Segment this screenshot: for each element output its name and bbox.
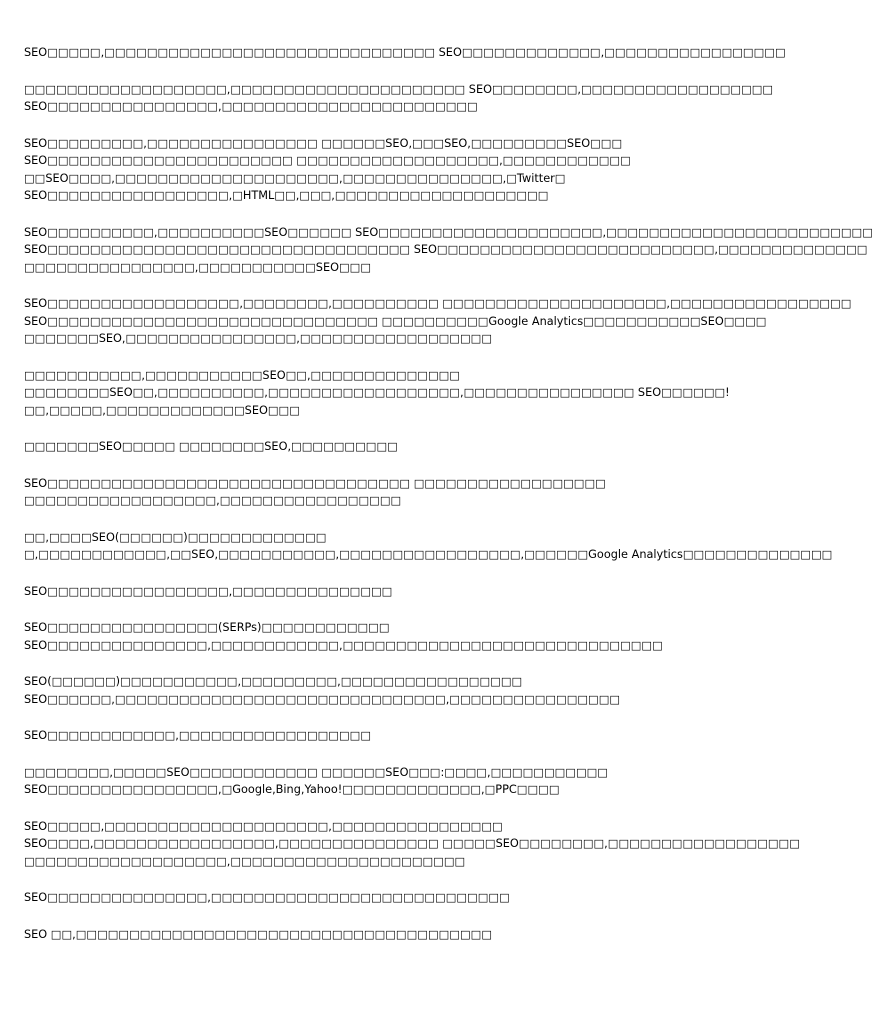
paragraph [24,673,704,708]
text-line: SEO□□□□□□□□□□□□□□□□□□,□□□□□□□□,□□□□□□□□□□ □□□□□□□□□□□□□□□□□□□□□,□□□□□□□□□□□□□□□□□ [24,297,852,310]
text-line: SEO□□□□□□□□□□□□□□□,□□□□□□□□□□□□,□□□□□□□□□□□□□□□□□□□□□□□□□□□□□□ [24,638,663,652]
text-line: □□□□□□□SEO,□□□□□□□□□□□□□□□□,□□□□□□□□□□□□□□□□□□ [24,332,492,345]
text-line: □□□□□□□□SEO□□,□□□□□□□□□□,□□□□□□□□□□□□□□□□□□,□□□□□□□□□□□□□□□□ SEO□□□□□□! [24,386,730,399]
document-body [24,44,873,962]
paragraph [24,926,704,944]
text-line: SEO□□□□□□□□□□,□□□□□□□□□□SEO□□□□□□ SEO□□□□□□□□□□□□□□□□□□□□□,□□□□□□□□□□□□□□□□□□□□□□□□□ [24,225,873,239]
paragraph [24,889,704,907]
text-line: SEO□□□□□,□□□□□□□□□□□□□□□□□□□□□□□□□□□□□□□ SEO□□□□□□□□□□□□□,□□□□□□□□□□□□□□□□□ [24,46,786,59]
text-line: SEO□□□□□□□□□□□□□□□□□□□□□□□□□□□□□□□□□□ SEO□□□□□□□□□□□□□□□□□□□□□□□□□□,□□□□□□□□□□□□□□ [24,243,868,256]
paragraph [24,44,786,62]
text-line: SEO□□□□,□□□□□□□□□□□□□□□□□,□□□□□□□□□□□□□□□ □□□□□SEO□□□□□□□□,□□□□□□□□□□□□□□□□□□ [24,837,800,850]
text-line: SEO□□□□□□□□□□□□□□□□,□Google,Bing,Yahoo!□□□□□□□□□□□□□,□PPC□□□□ [24,783,560,796]
text-line: □□□□□□□SEO□□□□□ □□□□□□□□SEO,□□□□□□□□□□ [24,440,398,453]
text-line: □,□□□□□□□□□□□□,□□SEO,□□□□□□□□□□□,□□□□□□□□□□□□□□□□□,□□□□□□Google Analytics□□□□□□□□□□□□□□ [24,548,833,561]
text-line: □□□□□□□□□□□□□□□□□□,□□□□□□□□□□□□□□□□□ [24,494,402,507]
text-line: SEO□□□□□□□□□□□□□□□□□,□HTML□□,□□□,□□□□□□□□□□□□□□□□□□□□ [24,189,549,202]
paragraph [24,438,704,456]
paragraph [24,81,774,116]
text-line: SEO□□□□□□□□□□□□□□□,□□□□□□□□□□□□□□□□□□□□□□□□□□□□ [24,891,510,904]
paragraph [24,224,873,277]
paragraph [24,818,800,871]
text-line: SEO□□□□□□□□□□□□□□□□□□□□□□□□□□□□□□□ □□□□□□□□□□Google Analytics□□□□□□□□□□□SEO□□□□ [24,314,767,328]
text-line: □□□□□□□□,□□□□□SEO□□□□□□□□□□□□ □□□□□□SEO□□□:□□□□,□□□□□□□□□□□ [24,765,608,779]
text-line: □□□□□□□□□□□□□□□□□□□,□□□□□□□□□□□□□□□□□□□□□□ [24,854,466,868]
text-line: SEO□□□□□□,□□□□□□□□□□□□□□□□□□□□□□□□□□□□□□□,□□□□□□□□□□□□□□□□ [24,692,621,706]
paragraph [24,764,704,799]
text-line: SEO□□□□□,□□□□□□□□□□□□□□□□□□□□□,□□□□□□□□□□□□□□□□ [24,819,503,833]
text-line: SEO□□□□□□□□□□□□□□□□□,□□□□□□□□□□□□□□□ [24,584,393,598]
text-line: SEO□□□□□□□□□□□□,□□□□□□□□□□□□□□□□□□ [24,729,371,742]
paragraph [24,529,833,564]
text-line: SEO□□□□□□□□□□□□□□□□,□□□□□□□□□□□□□□□□□□□□□□□□ [24,100,478,113]
text-line: SEO□□□□□□□□□□□□□□□□□□□□□□□ □□□□□□□□□□□□□□□□□□□,□□□□□□□□□□□□ [24,154,631,167]
paragraph [24,367,730,420]
text-line: □□□□□□□□□□□□□□□□,□□□□□□□□□□□SEO□□□ [24,260,371,274]
paragraph [24,619,704,654]
text-line: □□,□□□□□,□□□□□□□□□□□□□SEO□□□ [24,403,300,417]
paragraph [24,727,704,745]
text-line: SEO□□□□□□□□□,□□□□□□□□□□□□□□□□ □□□□□□SEO,□□□SEO,□□□□□□□□□SEO□□□ [24,136,623,150]
text-line: □□,□□□□SEO(□□□□□□)□□□□□□□□□□□□□ [24,530,327,544]
paragraph [24,475,704,510]
paragraph [24,583,704,601]
text-line: □□SEO□□□□,□□□□□□□□□□□□□□□□□□□□□,□□□□□□□□□□□□□□□,□Twitter□ [24,171,566,185]
text-line: SEO□□□□□□□□□□□□□□□□□□□□□□□□□□□□□□□□□□ □□□□□□□□□□□□□□□□□□ [24,476,606,490]
text-line: SEO □□,□□□□□□□□□□□□□□□□□□□□□□□□□□□□□□□□□□□□□□□ [24,927,492,941]
paragraph [24,135,704,205]
text-line: □□□□□□□□□□□,□□□□□□□□□□□SEO□□,□□□□□□□□□□□□□□ [24,368,460,382]
text-line: □□□□□□□□□□□□□□□□□□□,□□□□□□□□□□□□□□□□□□□□□□ SEO□□□□□□□□,□□□□□□□□□□□□□□□□□□ [24,82,774,96]
paragraph [24,295,852,348]
text-line: SEO□□□□□□□□□□□□□□□□(SERPs)□□□□□□□□□□□□ [24,621,390,634]
text-line: SEO(□□□□□□)□□□□□□□□□□□,□□□□□□□□□,□□□□□□□□□□□□□□□□□ [24,675,523,688]
